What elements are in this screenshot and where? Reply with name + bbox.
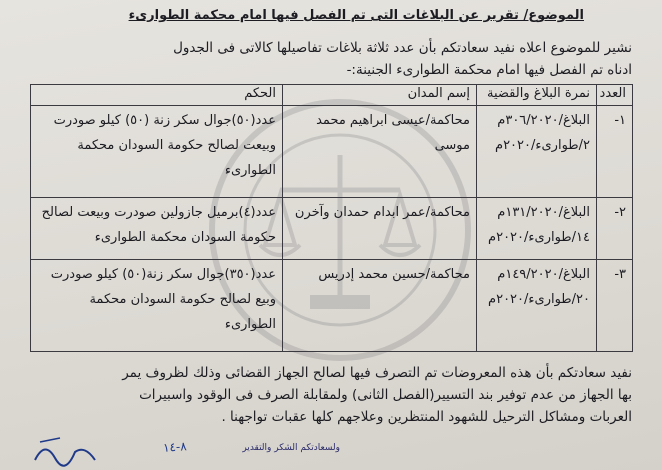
intro-line-2: ادناه تم الفصل فيها امام محكمة الطوارىء الجنينة:- — [346, 62, 632, 78]
cell-name: محاكمة/عمر ابدام حمدان وآخرن — [283, 197, 477, 260]
cell-judgment: عدد(٣٥٠)جوال سكر زنة(٥٠) كيلو صودرت وبيع لصالح حكومة السودان محكمة الطوارىء — [31, 260, 283, 352]
table-row — [31, 260, 633, 352]
cell-no: ٢- — [597, 197, 633, 260]
table-header-row — [31, 85, 633, 106]
footer-line-1: نفيد سعادتكم بأن هذه المعروضات تم التصرف فيها لصالح الجهاز القضائى وذلك لظروف يمر — [122, 365, 632, 381]
cell-no: ١- — [597, 106, 633, 198]
cell-judgment: عدد(٥٠)جوال سكر زنة (٥٠) كيلو صودرت وبيعت لصالح حكومة السودان محكمة الطوارىء — [31, 106, 283, 198]
intro-line-1: نشير للموضوع اعلاه نفيد سعادتكم بأن عدد ثلاثة بلاغات تفاصيلها كالاتى فى الجدول — [173, 40, 632, 56]
cell-report: البلاغ/١٤٩/٢٠٢٠م ٢٠/طوارىء/٢٠٢٠م — [477, 260, 597, 352]
footer-line-3: العربات ومشاكل الترحيل للشهود المنتظرين وعلاجهم كلها عقبات تواجهنا . — [221, 409, 632, 425]
stamp-date: ٨-١٤ — [162, 439, 188, 455]
header-name: إسم المدان — [283, 85, 477, 106]
table-row — [31, 106, 633, 198]
closing-text: ولسعادتكم الشكر والتقدير — [242, 443, 340, 453]
cell-no: ٣- — [597, 260, 633, 352]
footer-line-2: بها الجهاز من عدم توفير بند التسيير(الفصل الثانى) ولمقابلة الصرف فى الوقود واسبيرات — [139, 387, 632, 403]
cell-name: محاكمة/حسين محمد إدريس — [283, 260, 477, 352]
cell-report: البلاغ/٣٠٦/٢٠٢٠م ٢/طوارىء/٢٠٢٠م — [477, 106, 597, 198]
cases-table — [30, 84, 633, 352]
subject-text: الموضوع/ تقرير عن البلاغات التى تم الفصل فيها امام محكمة الطوارىء — [128, 8, 584, 23]
subject-line — [64, 6, 584, 26]
cell-judgment: عدد(٤)برميل جازولين صودرت وبيعت لصالح حكومة السودان محكمة الطوارىء — [31, 197, 283, 260]
signature-mark — [30, 430, 100, 470]
header-judgment: الحكم — [31, 85, 283, 106]
header-no: العدد — [597, 85, 633, 106]
cell-report: البلاغ/١٣١/٢٠٢٠م ١٤/طوارىء/٢٠٢٠م — [477, 197, 597, 260]
cell-name: محاكمة/عيسى ابراهيم محمد موسى — [283, 106, 477, 198]
table-row — [31, 197, 633, 260]
header-report: نمرة البلاغ والقضية — [477, 85, 597, 106]
